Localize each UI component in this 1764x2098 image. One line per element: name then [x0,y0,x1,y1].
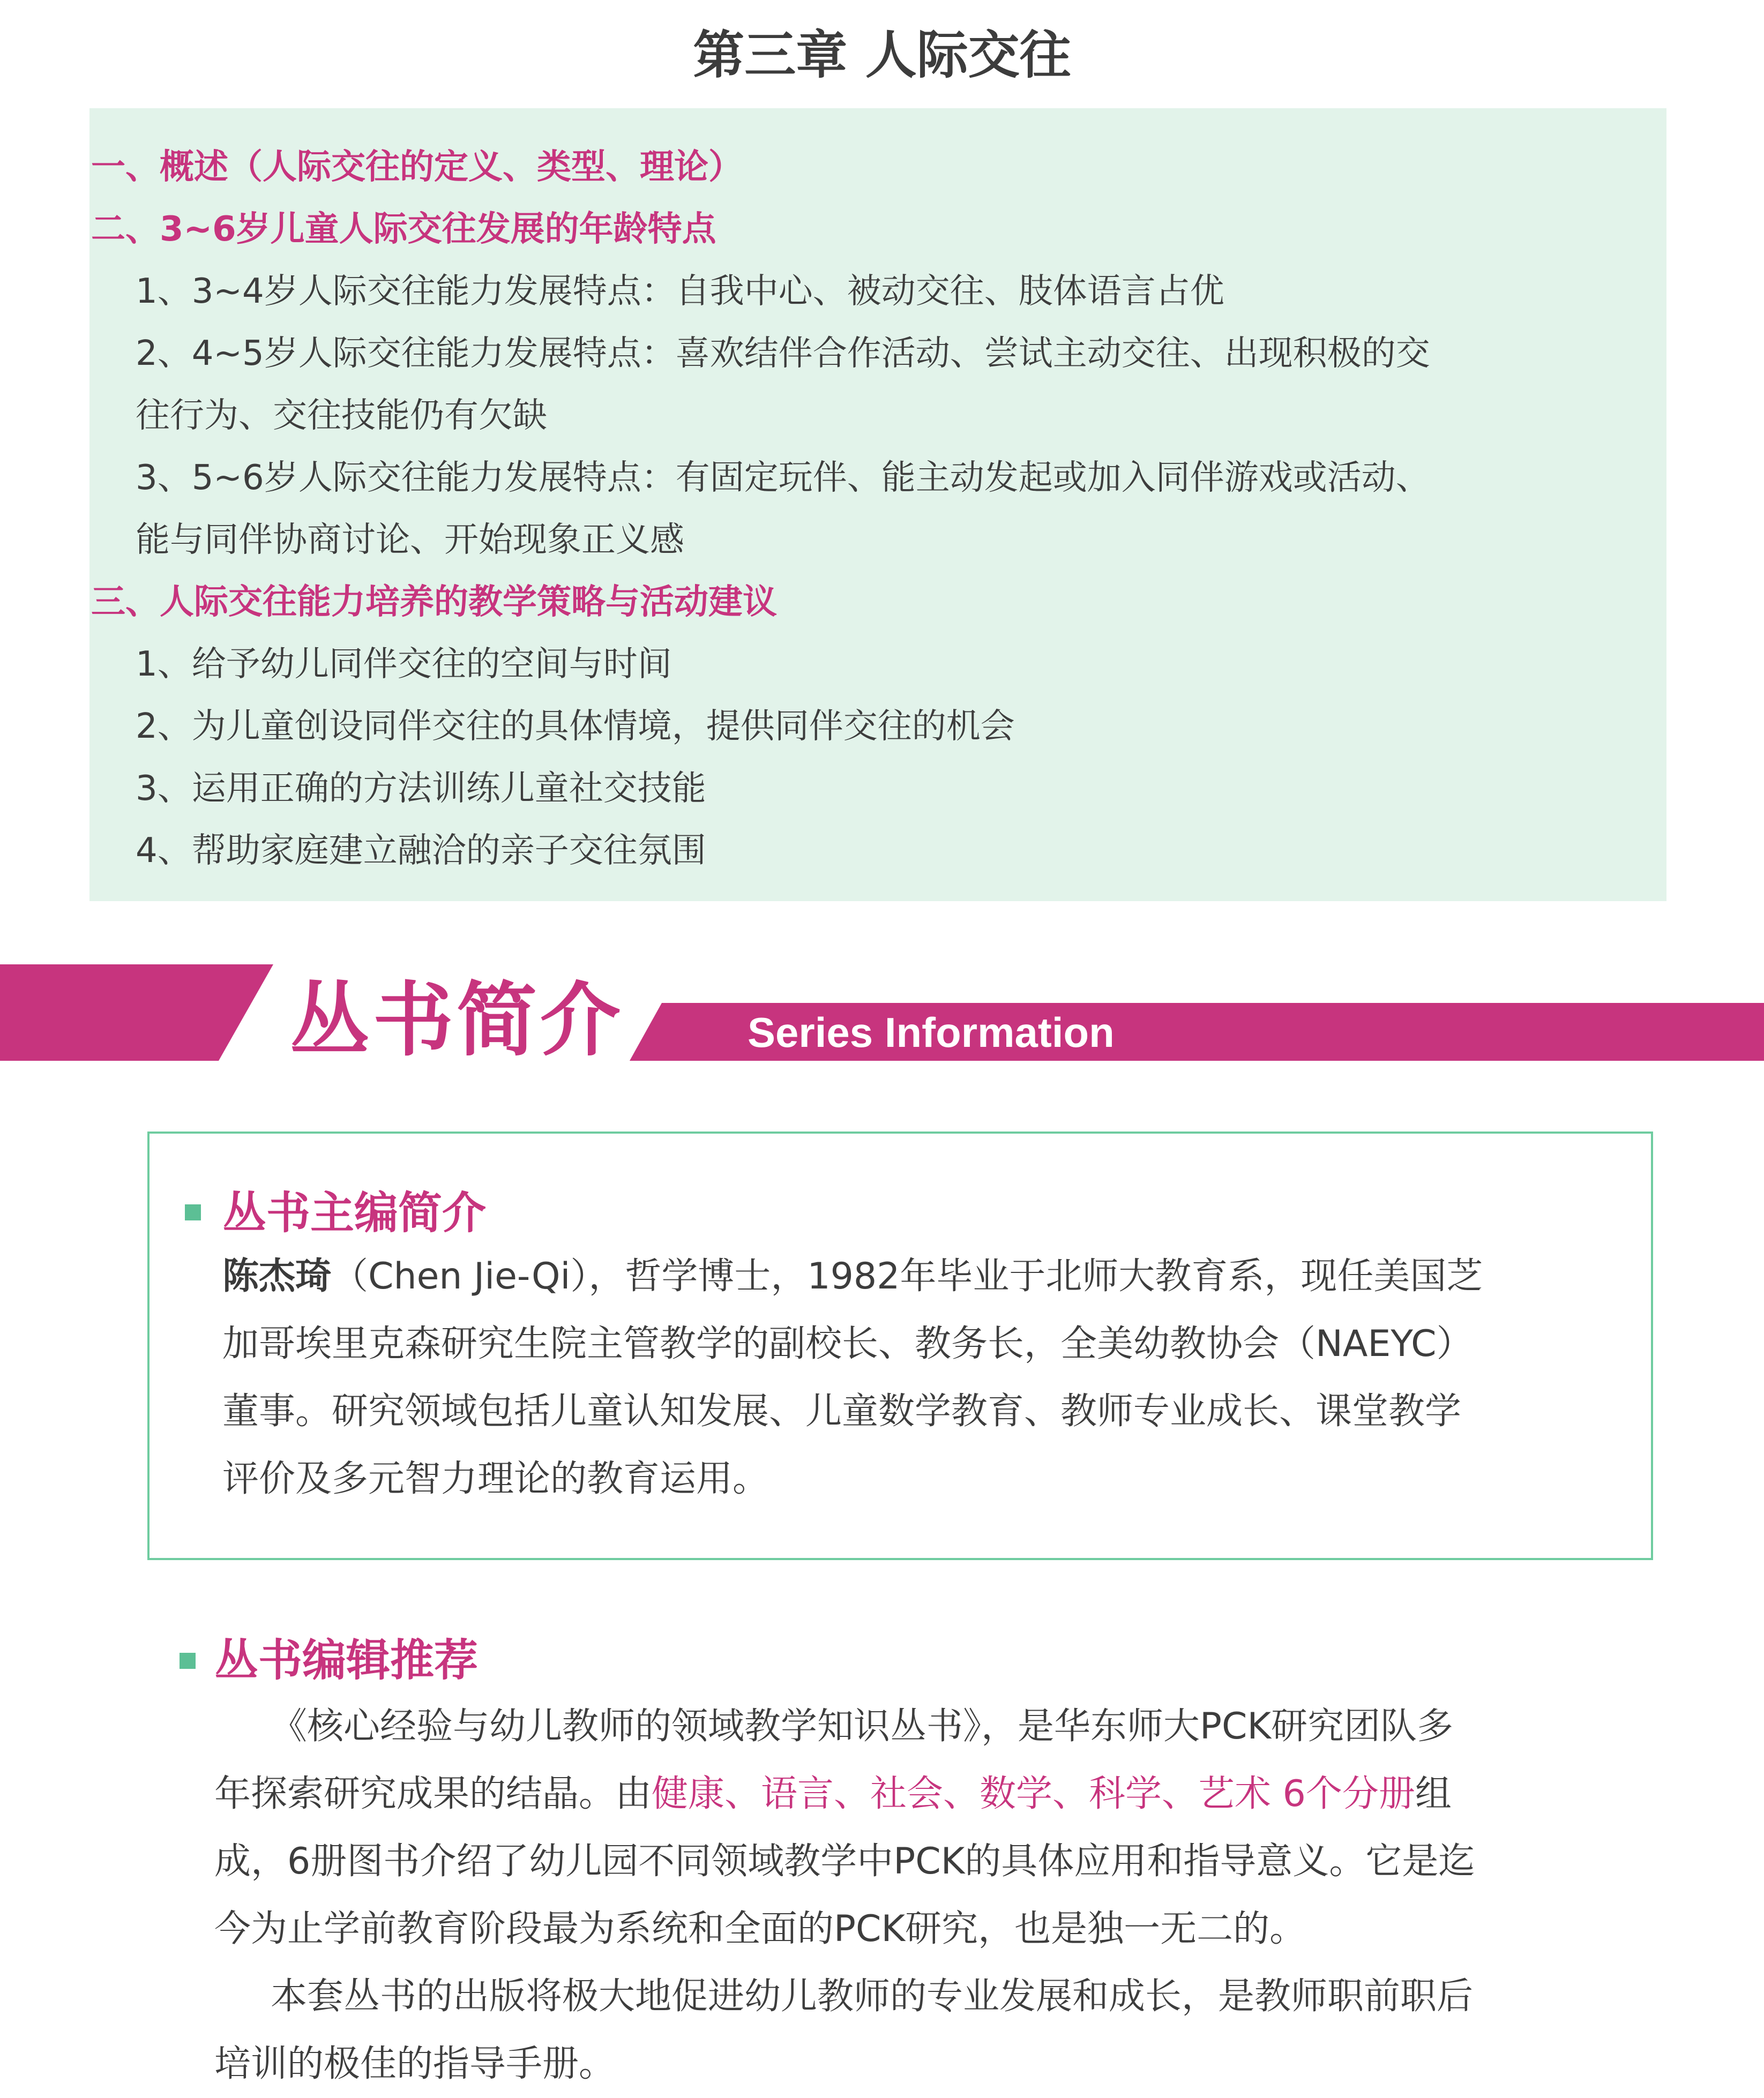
outline-item: 1、给予幼儿同伴交往的空间与时间 [136,645,672,684]
outline-heading: 二、3~6岁儿童人际交往发展的年龄特点 [91,209,716,249]
outline-item: 1、3~4岁人际交往能力发展特点：自我中心、被动交往、肢体语言占优 [136,272,1224,311]
chapter-title: 第三章 人际交往 [693,25,1071,85]
outline-heading: 三、人际交往能力培养的教学策略与活动建议 [91,582,777,622]
series-banner [0,964,1764,1066]
recommend-line: 培训的极佳的指导手册。 [214,2043,616,2085]
banner-title: 丛书简介 [289,974,624,1067]
outline-item: 3、运用正确的方法训练儿童社交技能 [136,769,706,808]
outline-item: 往行为、交往技能仍有欠缺 [136,396,547,436]
recommend-line: 年探索研究成果的结晶。由健康、语言、社会、数学、科学、艺术 6个分册组 [214,1773,1452,1815]
editor-intro-line: 评价及多元智力理论的教育运用。 [222,1458,769,1500]
outline-item: 3、5~6岁人际交往能力发展特点：有固定玩伴、能主动发起或加入同伴游戏或活动、 [136,458,1430,498]
banner-subtitle: Series Information [748,1009,1115,1056]
editor-intro-line: 董事。研究领域包括儿童认知发展、儿童数学教育、教师专业成长、课堂教学 [222,1390,1462,1433]
banner-left-stripe [0,964,273,1061]
editor-intro-line: 陈杰琦（Chen Jie-Qi），哲学博士，1982年毕业于北师大教育系，现任美国芝 [222,1255,1483,1298]
bullet-square-icon [180,1653,196,1669]
editor-intro-heading: 丛书主编简介 [222,1188,487,1239]
outline-item: 4、帮助家庭建立融洽的亲子交往氛围 [136,831,706,871]
recommend-line: 成，6册图书介绍了幼儿园不同领域教学中PCK的具体应用和指导意义。它是迄 [214,1840,1475,1883]
recommend-line: 本套丛书的出版将极大地促进幼儿教师的专业发展和成长，是教师职前职后 [271,1975,1474,2018]
outline-item: 能与同伴协商讨论、开始现象正义感 [136,520,684,560]
editor-intro-line: 加哥埃里克森研究生院主管教学的副校长、教务长，全美幼教协会（NAEYC） [222,1323,1473,1365]
recommend-line: 《核心经验与幼儿教师的领域教学知识丛书》，是华东师大PCK研究团队多 [271,1705,1454,1748]
outline-item: 2、为儿童创设同伴交往的具体情境，提供同伴交往的机会 [136,707,1015,746]
recommend-line: 今为止学前教育阶段最为系统和全面的PCK研究，也是独一无二的。 [214,1908,1306,1950]
outline-item: 2、4~5岁人际交往能力发展特点：喜欢结伴合作活动、尝试主动交往、出现积极的交 [136,334,1430,373]
recommend-heading: 丛书编辑推荐 [214,1635,479,1686]
editor-name: 陈杰琦 [222,1255,332,1298]
volume-list-highlight: 健康、语言、社会、数学、科学、艺术 6个分册 [652,1773,1415,1815]
bullet-square-icon [185,1204,201,1220]
outline-heading: 一、概述（人际交往的定义、类型、理论） [91,147,743,187]
